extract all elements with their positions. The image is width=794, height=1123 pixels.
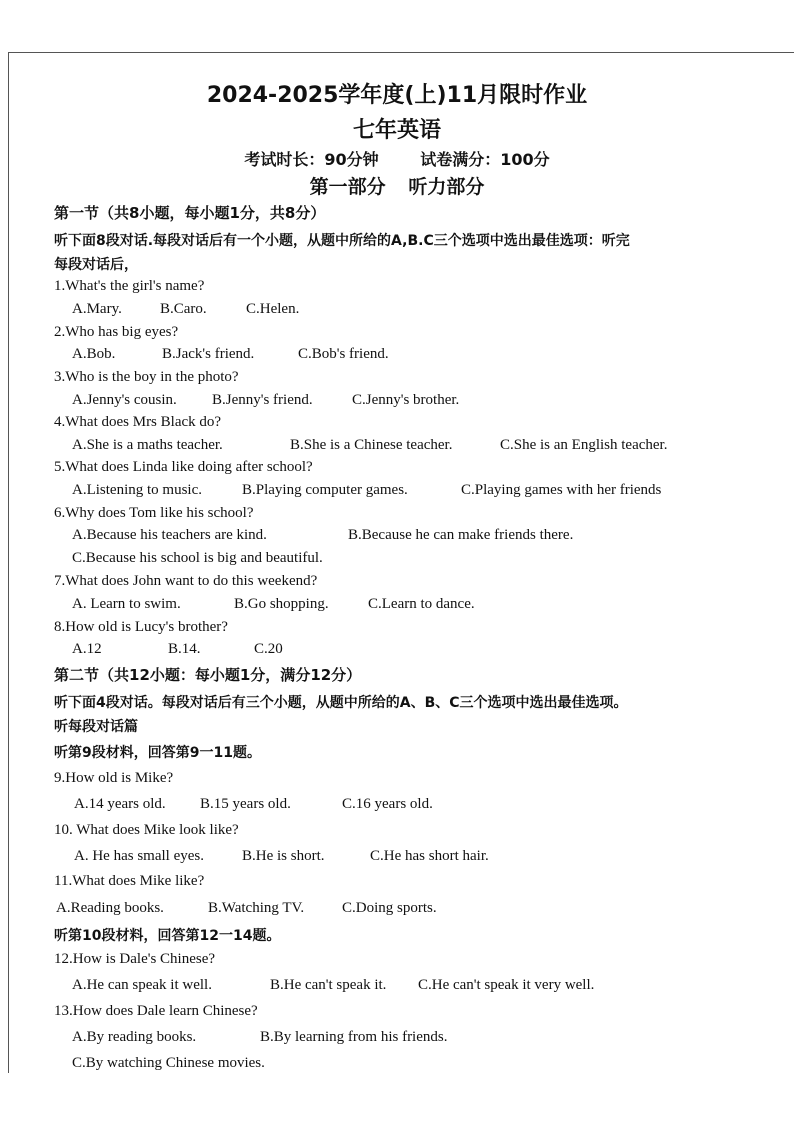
part-number: 第一部分 [309, 176, 386, 198]
option-13a: A.By reading books. [72, 1029, 197, 1045]
exam-full-score: 试卷满分：100分 [420, 150, 550, 169]
option-3c: C.Jenny's brother. [352, 392, 460, 408]
option-4b: B.She is a Chinese teacher. [290, 437, 453, 453]
option-8a: A.12 [72, 641, 102, 657]
option-11c: C.Doing sports. [342, 900, 437, 916]
option-1b: B.Caro. [160, 301, 207, 317]
option-9a: A.14 years old. [74, 796, 166, 812]
section1-heading: 第一节（共8小题，每小题1分，共8分） [54, 204, 326, 222]
question-13: 13.How does Dale learn Chinese? [54, 1003, 258, 1019]
material-10-heading: 听第10段材料，回答第12一14题。 [54, 928, 281, 944]
question-4: 4.What does Mrs Black do? [54, 414, 222, 430]
material-9-heading: 听第9段材料，回答第9一11题。 [54, 745, 261, 761]
question-10: 10. What does Mike look like? [54, 822, 239, 838]
option-6a: A.Because his teachers are kind. [72, 527, 267, 543]
option-5b: B.Playing computer games. [242, 482, 408, 498]
exam-duration: 考试时长：90分钟 [244, 150, 379, 169]
question-2: 2.Who has big eyes? [54, 324, 179, 340]
option-13b: B.By learning from his friends. [260, 1029, 448, 1045]
exam-title: 2024-2025学年度(上)11月限时作业 [206, 83, 588, 108]
option-8c: C.20 [254, 641, 283, 657]
option-7a: A. Learn to swim. [72, 596, 181, 612]
option-8b: B.14. [168, 641, 201, 657]
question-7: 7.What does John want to do this weekend? [54, 573, 318, 589]
part-name: 听力部分 [408, 176, 485, 198]
option-1a: A.Mary. [72, 301, 122, 317]
section2-instruction-2: 听每段对话篇 [54, 719, 138, 735]
question-8: 8.How old is Lucy's brother? [54, 619, 228, 635]
section1-instruction-2: 每段对话后， [54, 257, 138, 273]
question-12: 12.How is Dale's Chinese? [54, 951, 216, 967]
option-5a: A.Listening to music. [72, 482, 202, 498]
option-13c: C.By watching Chinese movies. [72, 1055, 265, 1071]
option-12c: C.He can't speak it very well. [418, 977, 595, 993]
exam-info [0, 147, 794, 170]
option-11a: A.Reading books. [56, 900, 164, 916]
part-heading [0, 172, 794, 199]
option-1c: C.Helen. [246, 301, 300, 317]
option-11b: B.Watching TV. [208, 900, 305, 916]
option-4a: A.She is a maths teacher. [72, 437, 223, 453]
option-2a: A.Bob. [72, 346, 116, 362]
question-3: 3.Who is the boy in the photo? [54, 369, 239, 385]
option-6c: C.Because his school is big and beautiful. [72, 550, 323, 566]
option-10b: B.He is short. [242, 848, 325, 864]
option-3a: A.Jenny's cousin. [72, 392, 177, 408]
option-9b: B.15 years old. [200, 796, 291, 812]
question-5: 5.What does Linda like doing after school? [54, 459, 313, 475]
section2-heading: 第二节（共12小题：每小题1分，满分12分） [54, 666, 362, 684]
option-12b: B.He can't speak it. [270, 977, 387, 993]
option-2c: C.Bob's friend. [298, 346, 389, 362]
option-7c: C.Learn to dance. [368, 596, 475, 612]
question-1: 1.What's the girl's name? [54, 278, 205, 294]
question-11: 11.What does Mike like? [54, 873, 205, 889]
option-5c: C.Playing games with her friends [461, 482, 662, 498]
option-9c: C.16 years old. [342, 796, 433, 812]
section1-instruction-1: 听下面8段对话.每段对话后有一个小题，从题中所给的A,B.C三个选项中选出最佳选项：听完 [54, 233, 630, 249]
section2-instruction-1: 听下面4段对话。每段对话后有三个小题，从题中所给的A、B、C三个选项中选出最佳选项。 [54, 695, 628, 711]
option-2b: B.Jack's friend. [162, 346, 255, 362]
option-10c: C.He has short hair. [370, 848, 489, 864]
exam-subject: 七年英语 [352, 118, 441, 143]
option-12a: A.He can speak it well. [72, 977, 212, 993]
option-10a: A. He has small eyes. [74, 848, 204, 864]
option-3b: B.Jenny's friend. [212, 392, 313, 408]
option-6b: B.Because he can make friends there. [348, 527, 574, 543]
question-6: 6.Why does Tom like his school? [54, 505, 254, 521]
option-7b: B.Go shopping. [234, 596, 329, 612]
question-9: 9.How old is Mike? [54, 770, 174, 786]
option-4c: C.She is an English teacher. [500, 437, 668, 453]
